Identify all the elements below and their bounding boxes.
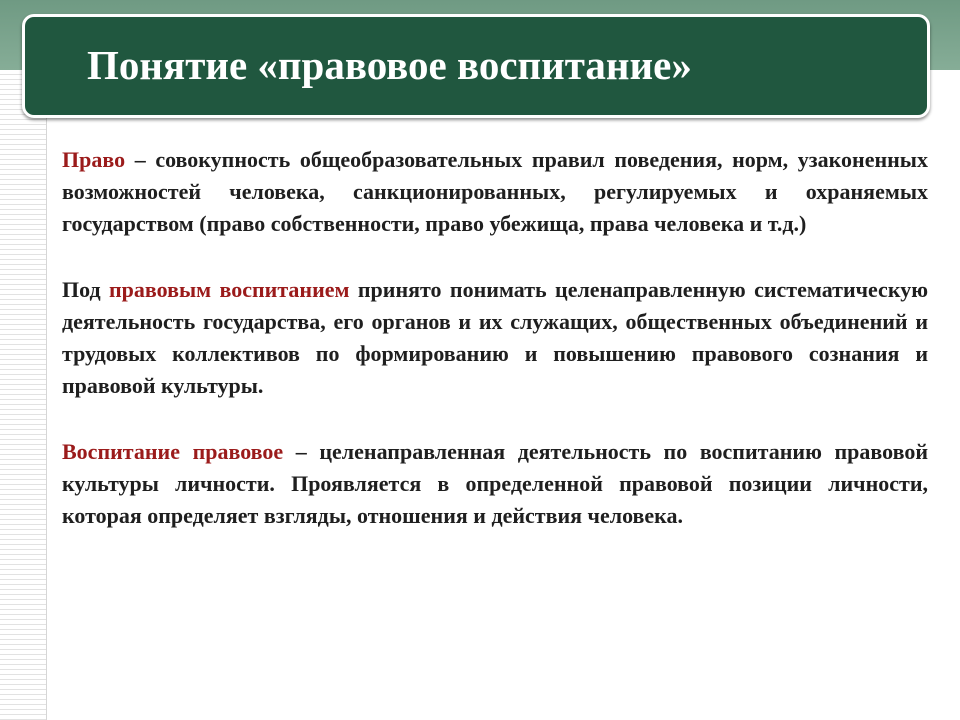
paragraph-law-definition xyxy=(62,144,928,240)
legal-education-text: принято понимать целенаправленную систематическую деятельность государства, его органов и их служащих, общественных объединений и трудовых коллективов по формированию и повышению правового сознания и правовой культуры. xyxy=(62,277,929,398)
left-striped-margin xyxy=(0,70,46,720)
title-banner xyxy=(22,14,930,118)
term-legal-education: правовым воспитанием xyxy=(108,277,350,302)
slide-title: Понятие «правовое воспитание» xyxy=(87,42,692,88)
term-law: Право xyxy=(62,147,126,172)
legal-education-intro: Под xyxy=(62,277,109,302)
education-legal-text: – целенаправленная деятельность по воспитанию правовой культуры личности. Проявляется в определенной правовой позиции личности, которая определяет взгляды, отношения и действия человека. xyxy=(62,439,928,528)
left-margin-divider xyxy=(46,70,47,720)
paragraph-legal-education xyxy=(62,274,928,402)
law-definition-text: – совокупность общеобразовательных правил поведения, норм, узаконенных возможностей человека, санкционированных, регулируемых и охраняемых государством (право собственности, право убежища, права человека и т.д.) xyxy=(62,147,928,236)
term-education-legal: Воспитание правовое xyxy=(62,439,284,464)
paragraph-education-legal xyxy=(62,436,928,532)
slide-body xyxy=(62,144,928,566)
